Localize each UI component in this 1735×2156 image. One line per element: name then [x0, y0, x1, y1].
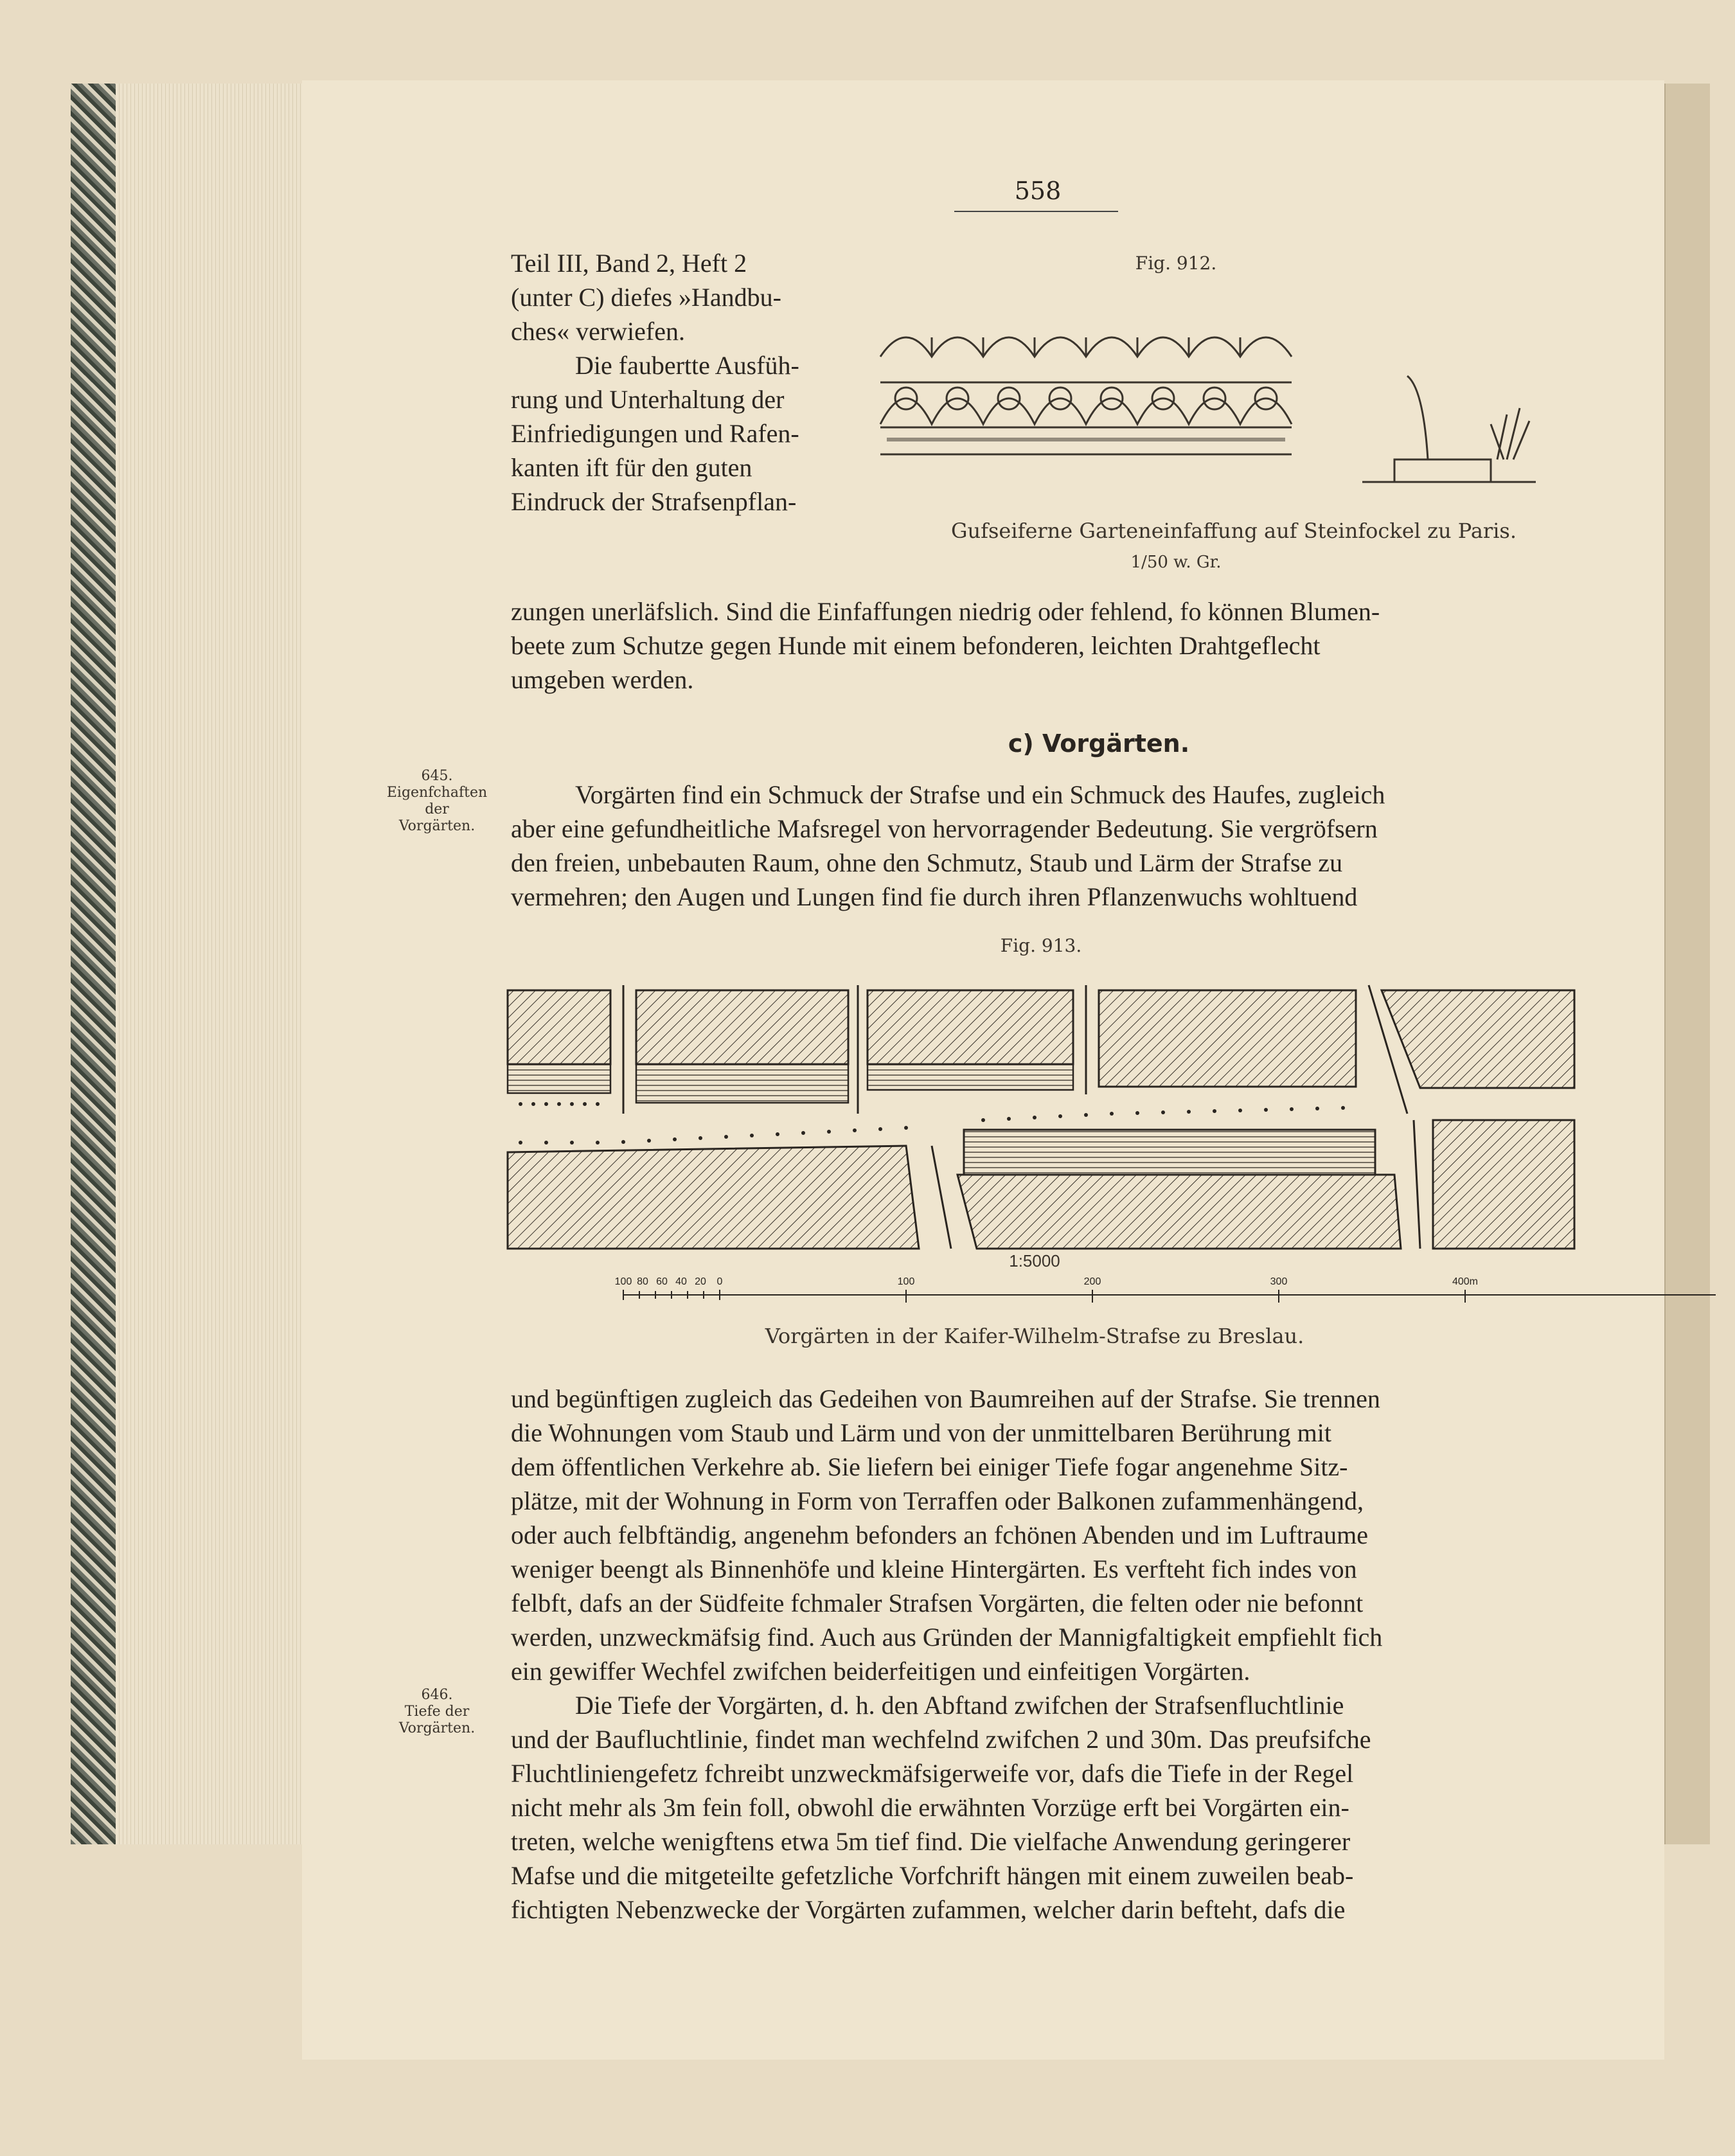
scale-tick-label: 40: [675, 1276, 687, 1287]
fig-912-illustration: [880, 286, 1549, 508]
scale-tick-label: 300: [1270, 1276, 1288, 1287]
text-line: fichtigten Nebenzwecke der Vorgärten zufammen, welcher darin befteht, dafs die: [511, 1895, 1346, 1924]
fig-913-label: Fig. 913.: [1000, 935, 1082, 956]
margin-line: Vorgärten.: [398, 1720, 476, 1736]
text-line: nicht mehr als 3m fein foll, obwohl die erwähnten Vorzüge erft bei Vorgärten ein-: [511, 1793, 1349, 1822]
scale-tick-label: 100: [614, 1276, 632, 1287]
text-line: umgeben werden.: [511, 665, 694, 694]
text-line: felbft, dafs an der Südfeite fchmaler Strafsen Vorgärten, die felten oder nie befonnt: [511, 1589, 1364, 1617]
fig-913-scale-title: 1:5000: [1009, 1251, 1060, 1270]
text-line: und begünftigen zugleich das Gedeihen von Baumreihen auf der Strafse. Sie trennen: [511, 1384, 1380, 1413]
text-line: plätze, mit der Wohnung in Form von Terraffen oder Balkonen zufammenhängend,: [511, 1486, 1364, 1515]
margin-line: der: [425, 801, 449, 817]
text-line: die Wohnungen vom Staub und Lärm und von der unmittelbaren Berührung mit: [511, 1418, 1331, 1447]
scale-tick-label: 80: [637, 1276, 648, 1287]
text-line: Mafse und die mitgeteilte gefetzliche Vorfchrift hängen mit einem zuweilen beab-: [511, 1861, 1354, 1890]
margin-number: 646.: [421, 1687, 453, 1703]
text-line: treten, welche wenigftens etwa 5m tief find. Die vielfache Anwendung geringerer: [511, 1827, 1351, 1856]
text-line: ches« verwiefen.: [511, 317, 685, 346]
margin-note-646: [386, 1687, 488, 1737]
fig-913-caption: Vorgärten in der Kaifer-Wilhelm-Strafse zu Breslau.: [765, 1324, 1304, 1348]
text-line: dem öffentlichen Verkehre ab. Sie liefern bei einiger Tiefe fogar angenehme Sitz-: [511, 1452, 1348, 1481]
text-line: (unter C) diefes »Handbu-: [511, 283, 781, 312]
text-line: Eindruck der Strafsenpflan-: [511, 487, 797, 516]
text-line: beete zum Schutze gegen Hunde mit einem befonderen, leichten Drahtgeflecht: [511, 631, 1321, 660]
scale-tick-label: 200: [1083, 1276, 1101, 1287]
text-line: Die Tiefe der Vorgärten, d. h. den Abftand zwifchen der Strafsenfluchtlinie: [575, 1691, 1344, 1720]
margin-line: Tiefe der: [404, 1704, 470, 1720]
page-number-rule: [954, 211, 1118, 212]
margin-line: Vorgärten.: [398, 818, 476, 834]
paragraph-1: [511, 594, 1568, 697]
fig-912-scale: 1/50 w. Gr.: [1130, 553, 1222, 572]
paragraph-4: [511, 1688, 1568, 1927]
fig-912-caption: Gufseiferne Garteneinfaffung auf Steinfockel zu Paris.: [950, 519, 1517, 543]
fig-913-scale-bar: [614, 1268, 1735, 1313]
text-line: weniger beengt als Binnenhöfe und kleine Hintergärten. Es verfteht fich indes von: [511, 1555, 1357, 1583]
text-line: den freien, unbebauten Raum, ohne den Schmutz, Staub und Lärm der Strafse zu: [511, 848, 1343, 877]
text-line: werden, unzweckmäfsig find. Auch aus Gründen der Mannigfaltigkeit empfiehlt fich: [511, 1623, 1383, 1652]
text-line: vermehren; den Augen und Lungen find fie durch ihren Pflanzenwuchs wohltuend: [511, 882, 1358, 911]
text-line: und der Baufluchtlinie, findet man wechfelnd zwifchen 2 und 30m. Das preufsifche: [511, 1725, 1371, 1754]
text-line: rung und Unterhaltung der: [511, 385, 785, 414]
text-line: Fluchtliniengefetz fchreibt unzweckmäfsigerweife vor, dafs die Tiefe in der Regel: [511, 1759, 1354, 1788]
page-edges: [116, 84, 304, 1844]
text-line: Die faubertte Ausfüh-: [575, 351, 799, 380]
scale-tick-label: 0: [716, 1276, 723, 1287]
text-line: Vorgärten find ein Schmuck der Strafse und ein Schmuck des Haufes, zugleich: [575, 780, 1385, 809]
page-number: 558: [1014, 177, 1062, 205]
text-line: zungen unerläfslich. Sind die Einfaffungen niedrig oder fehlend, fo können Blumen-: [511, 597, 1380, 626]
scale-tick-label: 60: [656, 1276, 668, 1287]
scale-tick-label: 100: [897, 1276, 915, 1287]
margin-note-645: [386, 768, 488, 835]
section-heading: c) Vorgärten.: [1008, 729, 1190, 758]
text-line: oder auch felbftändig, angenehm befonders an fchönen Abenden und im Luftraume: [511, 1520, 1368, 1549]
book-page: [302, 80, 1664, 2060]
facing-page-edge: [1664, 84, 1710, 1844]
scale-tick-label: 20: [695, 1276, 706, 1287]
text-line: ein gewiffer Wechfel zwifchen beiderfeitigen und einfeitigen Vorgärten.: [511, 1657, 1250, 1686]
paragraph-3: [511, 1382, 1568, 1688]
margin-number: 645.: [421, 768, 453, 784]
fig-912-label: Fig. 912.: [1135, 253, 1217, 274]
text-line: Einfriedigungen und Rafen-: [511, 419, 799, 448]
fig-913-site-plan: [508, 985, 1574, 1249]
text-line: aber eine gefundheitliche Mafsregel von hervorragender Bedeutung. Sie vergröfsern: [511, 814, 1378, 843]
text-line: kanten ift für den guten: [511, 453, 752, 482]
top-column-text: [511, 246, 845, 519]
scale-tick-label: 400m: [1452, 1276, 1479, 1287]
margin-line: Eigenfchaften: [386, 785, 488, 801]
paragraph-2: [511, 778, 1568, 914]
text-line: Teil III, Band 2, Heft 2: [511, 249, 747, 278]
